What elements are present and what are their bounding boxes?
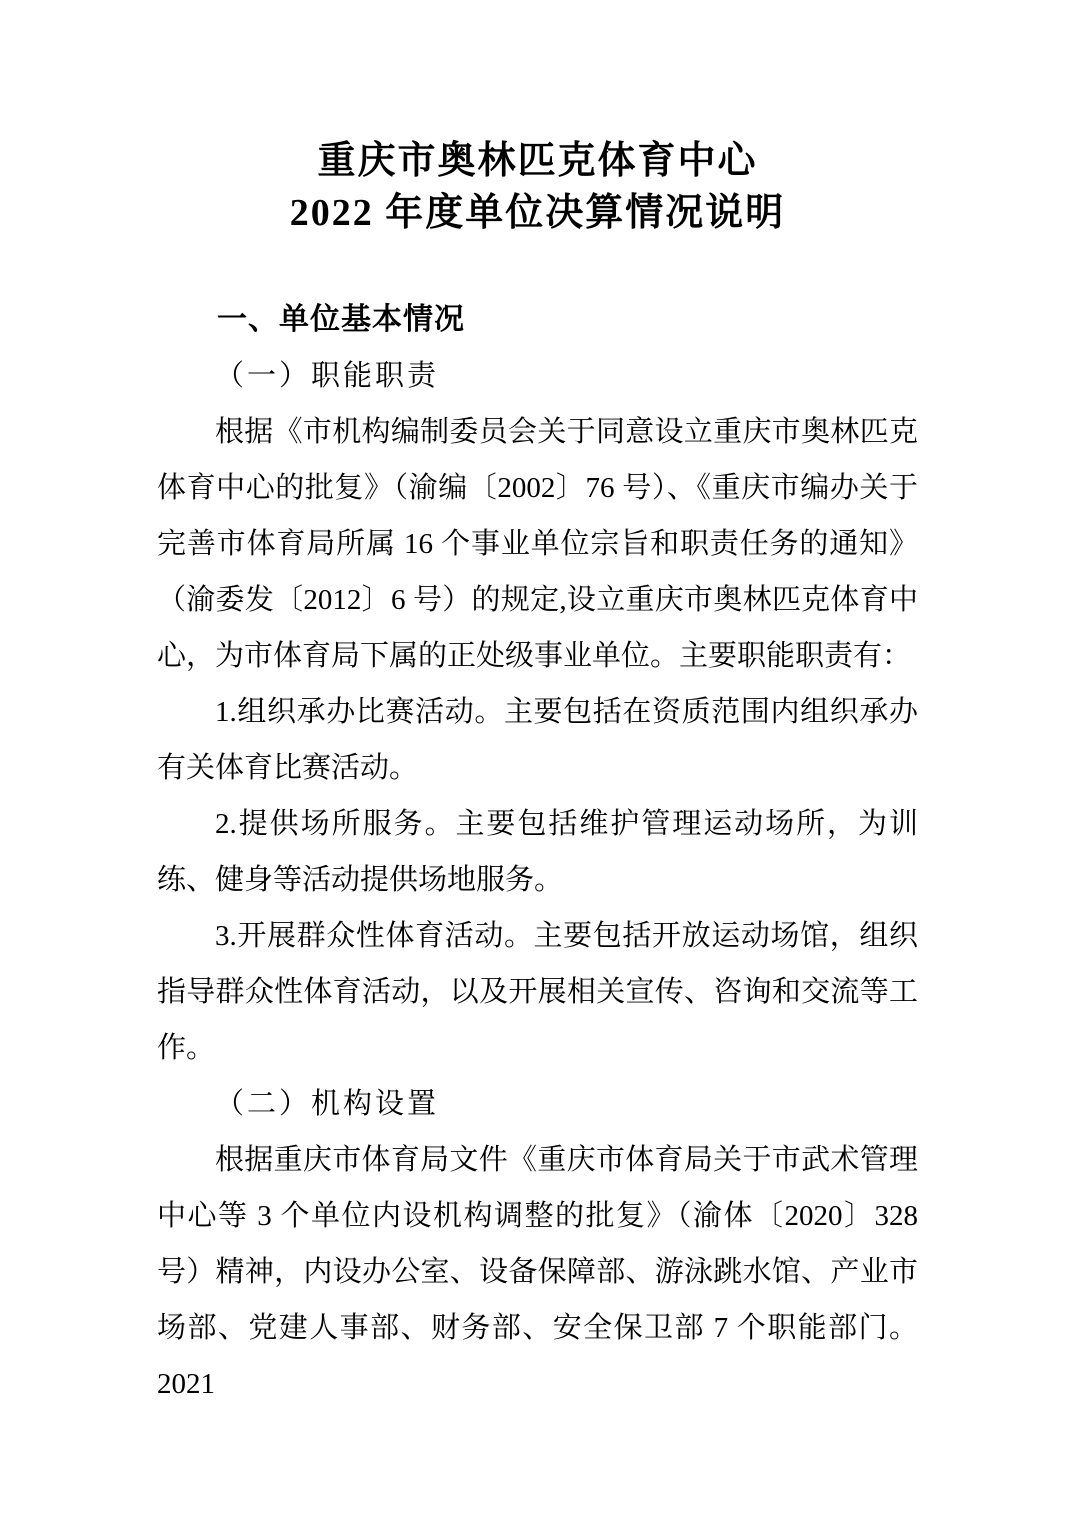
document-title: [157, 135, 918, 239]
document-title-line-2: 2022 年度单位决算情况说明: [289, 192, 786, 234]
paragraph-duty-3: 3.开展群众性体育活动。主要包括开放运动场馆，组织指导群众性体育活动，以及开展相关宣传、咨询和交流等工作。: [157, 920, 918, 1064]
subsection-heading-functions: （一）职能职责: [215, 360, 440, 392]
paragraph-duty-2: 2.提供场所服务。主要包括维护管理运动场所，为训练、健身等活动提供场地服务。: [157, 808, 918, 896]
section-heading-basic-info: 一、单位基本情况: [217, 303, 465, 336]
paragraph-duty-1: 1.组织承办比赛活动。主要包括在资质范围内组织承办有关体育比赛活动。: [157, 696, 918, 784]
paragraph-organization: 根据重庆市体育局文件《重庆市体育局关于市武术管理中心等 3 个单位内设机构调整的批复》（渝体〔2020〕328 号）精神，内设办公室、设备保障部、游泳跳水馆、产业市场部、党建人事部、财务部、安全保卫部 7 个职能部门。2021: [157, 1144, 918, 1400]
document-body: [157, 292, 918, 1412]
paragraph-founding-basis: 根据《市机构编制委员会关于同意设立重庆市奥林匹克体育中心的批复》（渝编〔2002〕76 号）、《重庆市编办关于完善市体育局所属 16 个事业单位宗旨和职责任务的通知》（渝委发〔2012〕6 号）的规定,设立重庆市奥林匹克体育中心，为市体育局下属的正处级事业单位。主要职能职责有：: [157, 416, 918, 672]
document-title-line-1: 重庆市奥林匹克体育中心: [317, 140, 758, 182]
subsection-heading-organization: （二）机构设置: [215, 1088, 440, 1120]
